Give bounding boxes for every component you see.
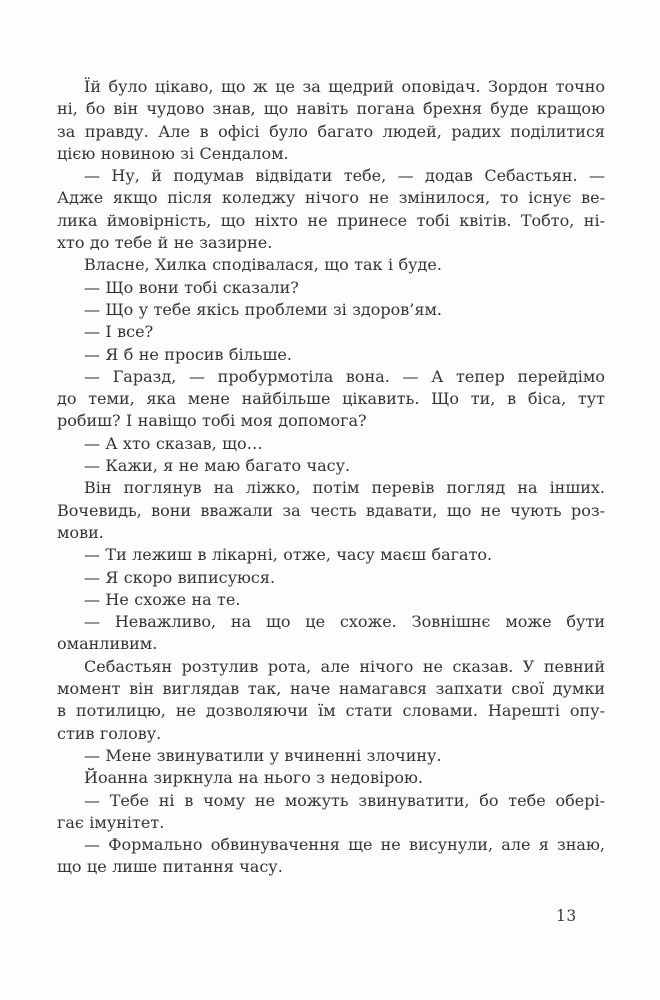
text-line: — Що вони тобі сказали? — [84, 277, 299, 297]
text-line: — Тебе ні в чому не можуть звинуватити, бо тебе обері- — [84, 790, 605, 810]
text-line: за правду. Але в офісі було багато людей, радих поділитися — [57, 121, 605, 141]
text-line: хто до тебе й не зазирне. — [57, 233, 273, 253]
paragraph — [57, 321, 605, 343]
paragraph — [57, 477, 605, 544]
paragraph — [57, 165, 605, 254]
text-line: — Кажи, я не маю багато часу. — [84, 456, 351, 476]
paragraph — [57, 567, 605, 589]
text-line: — Я скоро виписуюся. — [84, 567, 276, 587]
text-line: — Гаразд, — пробурмотіла вона. — А тепер перейдімо — [84, 366, 605, 386]
text-line: Адже якщо після коледжу нічого не змінилося, то існує ве- — [57, 188, 605, 208]
text-line: — Що у тебе якісь проблеми зі здоров’ям. — [84, 299, 443, 319]
paragraph — [57, 366, 605, 433]
text-line: — Мене звинуватили у вчиненні злочину. — [84, 745, 442, 765]
paragraph — [57, 544, 605, 566]
text-line: — Не схоже на те. — [84, 589, 241, 609]
text-line: Він поглянув на ліжко, потім перевів погляд на інших. — [84, 478, 605, 498]
text-line: робиш? І навіщо тобі моя допомога? — [57, 411, 367, 431]
text-line: момент він виглядав так, наче намагався запхати свої думки — [57, 679, 605, 699]
paragraph — [57, 277, 605, 299]
paragraph — [57, 611, 605, 656]
text-line: — Неважливо, на що це схоже. Зовнішнє може бути — [84, 612, 605, 632]
paragraph — [57, 656, 605, 745]
paragraph — [57, 745, 605, 767]
text-line: — Формально обвинувачення ще не висунули, але я знаю, — [84, 835, 605, 855]
paragraph — [57, 299, 605, 321]
text-line: оманливим. — [57, 634, 158, 654]
text-line: Їй було цікаво, що ж це за щедрий оповідач. Зордон точно — [84, 77, 605, 96]
text-block — [57, 76, 605, 879]
text-line: Йоанна зиркнула на нього з недовірою. — [84, 768, 424, 788]
text-line: цією новиною зі Сендалом. — [57, 143, 289, 163]
paragraph — [57, 589, 605, 611]
page-number: 13 — [556, 907, 577, 925]
text-line: — Ти лежиш в лікарні, отже, часу маєш багато. — [84, 545, 493, 565]
paragraph — [57, 76, 605, 165]
text-line: — І все? — [84, 322, 154, 342]
text-line: Власне, Хилка сподівалася, що так і буде. — [84, 255, 442, 275]
text-line: мови. — [57, 522, 104, 542]
text-line: Себастьян розтулив рота, але нічого не сказав. У певний — [84, 656, 605, 676]
paragraph — [57, 455, 605, 477]
text-line: в потилицю, не дозволяючи їм стати словами. Нарешті опу- — [57, 701, 605, 721]
text-line: ні, бо він чудово знав, що навіть погана брехня буде кращою — [57, 99, 605, 119]
text-line: — Я б не просив більше. — [84, 344, 292, 364]
paragraph — [57, 767, 605, 789]
paragraph — [57, 790, 605, 835]
paragraph — [57, 433, 605, 455]
paragraph — [57, 834, 605, 879]
paragraph — [57, 344, 605, 366]
text-line: що це лише питання часу. — [57, 857, 283, 877]
text-line: Вочевидь, вони вважали за честь вдавати, що не чують роз- — [57, 500, 605, 520]
paragraph — [57, 254, 605, 276]
text-line: — Ну, й подумав відвідати тебе, — додав Себастьян. — — [84, 166, 605, 186]
text-line: до теми, яка мене найбільше цікавить. Що ти, в біса, тут — [57, 389, 605, 409]
text-line: лика ймовірність, що ніхто не принесе тобі квітів. Тобто, ні- — [57, 210, 605, 230]
text-line: стив голову. — [57, 723, 162, 743]
text-line: — А хто сказав, що… — [84, 433, 263, 453]
text-line: гає імунітет. — [57, 812, 165, 832]
